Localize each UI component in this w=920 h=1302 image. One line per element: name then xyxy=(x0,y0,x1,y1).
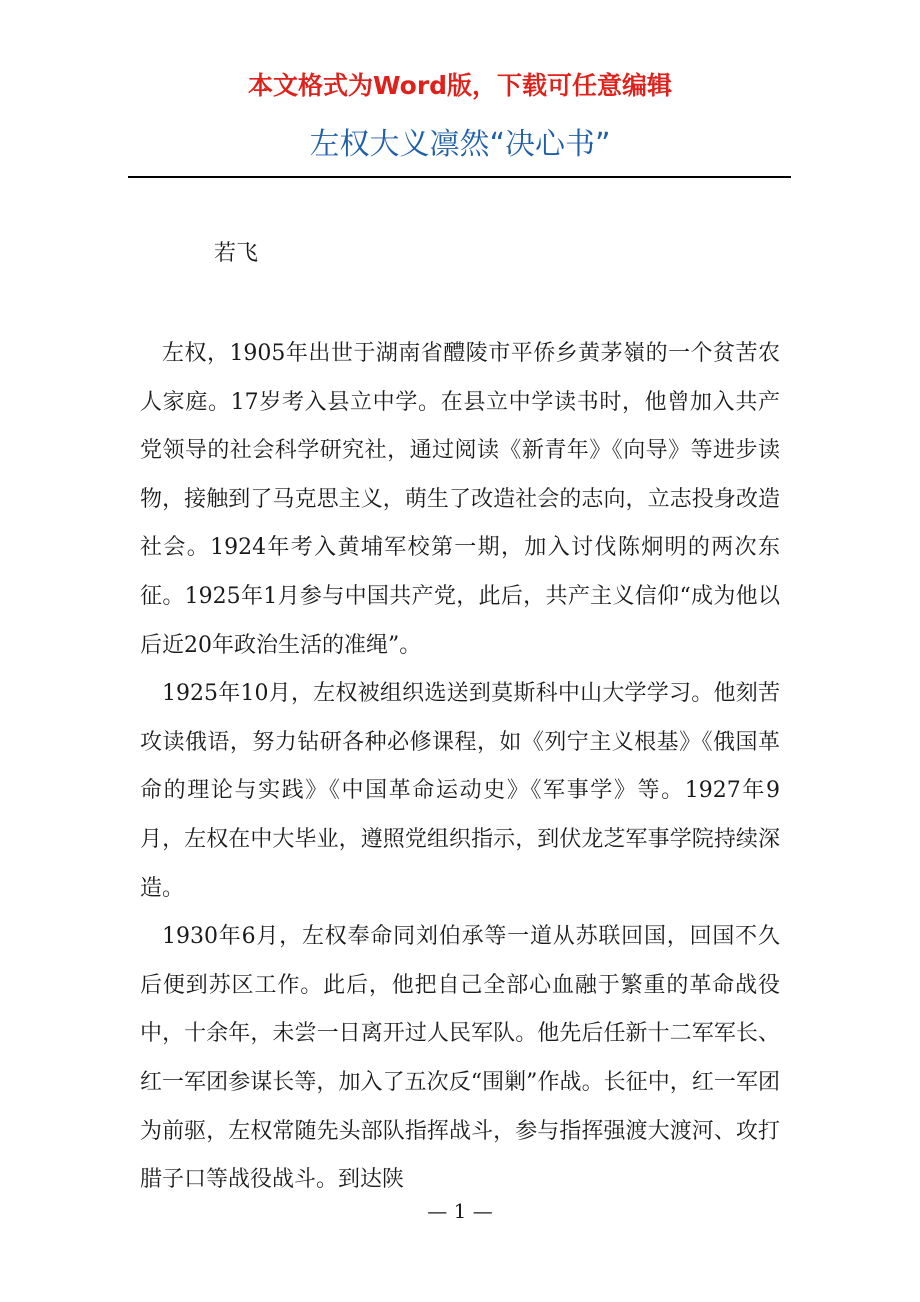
paragraph-2: 1925年10月，左权被组织选送到莫斯科中山大学学习。他刻苦攻读俄语，努力钻研各种必修课程，如《列宁主义根基》《俄国革命的理论与实践》《中国革命运动史》《军事学》等。1927年9月，左权在中大毕业，遵照党组织指示，到伏龙芝军事学院持续深造。 xyxy=(140,681,780,901)
document-title: 左权大义凛然“决心书” xyxy=(309,127,611,162)
article-body xyxy=(140,330,780,1205)
page-number: — 1 — xyxy=(427,1199,493,1223)
download-banner: 本文格式为Word版，下载可任意编辑 xyxy=(247,71,673,100)
title-divider xyxy=(128,176,791,178)
author-name: 若飞 xyxy=(214,241,259,266)
paragraph-3: 1930年6月，左权奉命同刘伯承等一道从苏联回国，回国不久后便到苏区工作。此后，他把自己全部心血融于繁重的革命战役中，十余年，未尝一日离开过人民军队。他先后任新十二军军长、红一军团参谋长等，加入了五次反“围剿”作战。长征中，红一军团为前驱，左权常随先头部队指挥战斗，参与指挥强渡大渡河、攻打腊子口等战役战斗。到达陕 xyxy=(140,924,780,1193)
paragraph-1: 左权，1905年出世于湖南省醴陵市平侨乡黄茅嶺的一个贫苦农人家庭。17岁考入县立中学。在县立中学读书时，他曾加入共产党领导的社会科学研究社，通过阅读《新青年》《向导》等进步读物，接触到了马克思主义，萌生了改造社会的志向，立志投身改造社会。1924年考入黄埔军校第一期，加入讨伐陈炯明的两次东征。1925年1月参与中国共产党，此后，共产主义信仰“成为他以后近20年政治生活的准绳”。 xyxy=(140,341,780,658)
